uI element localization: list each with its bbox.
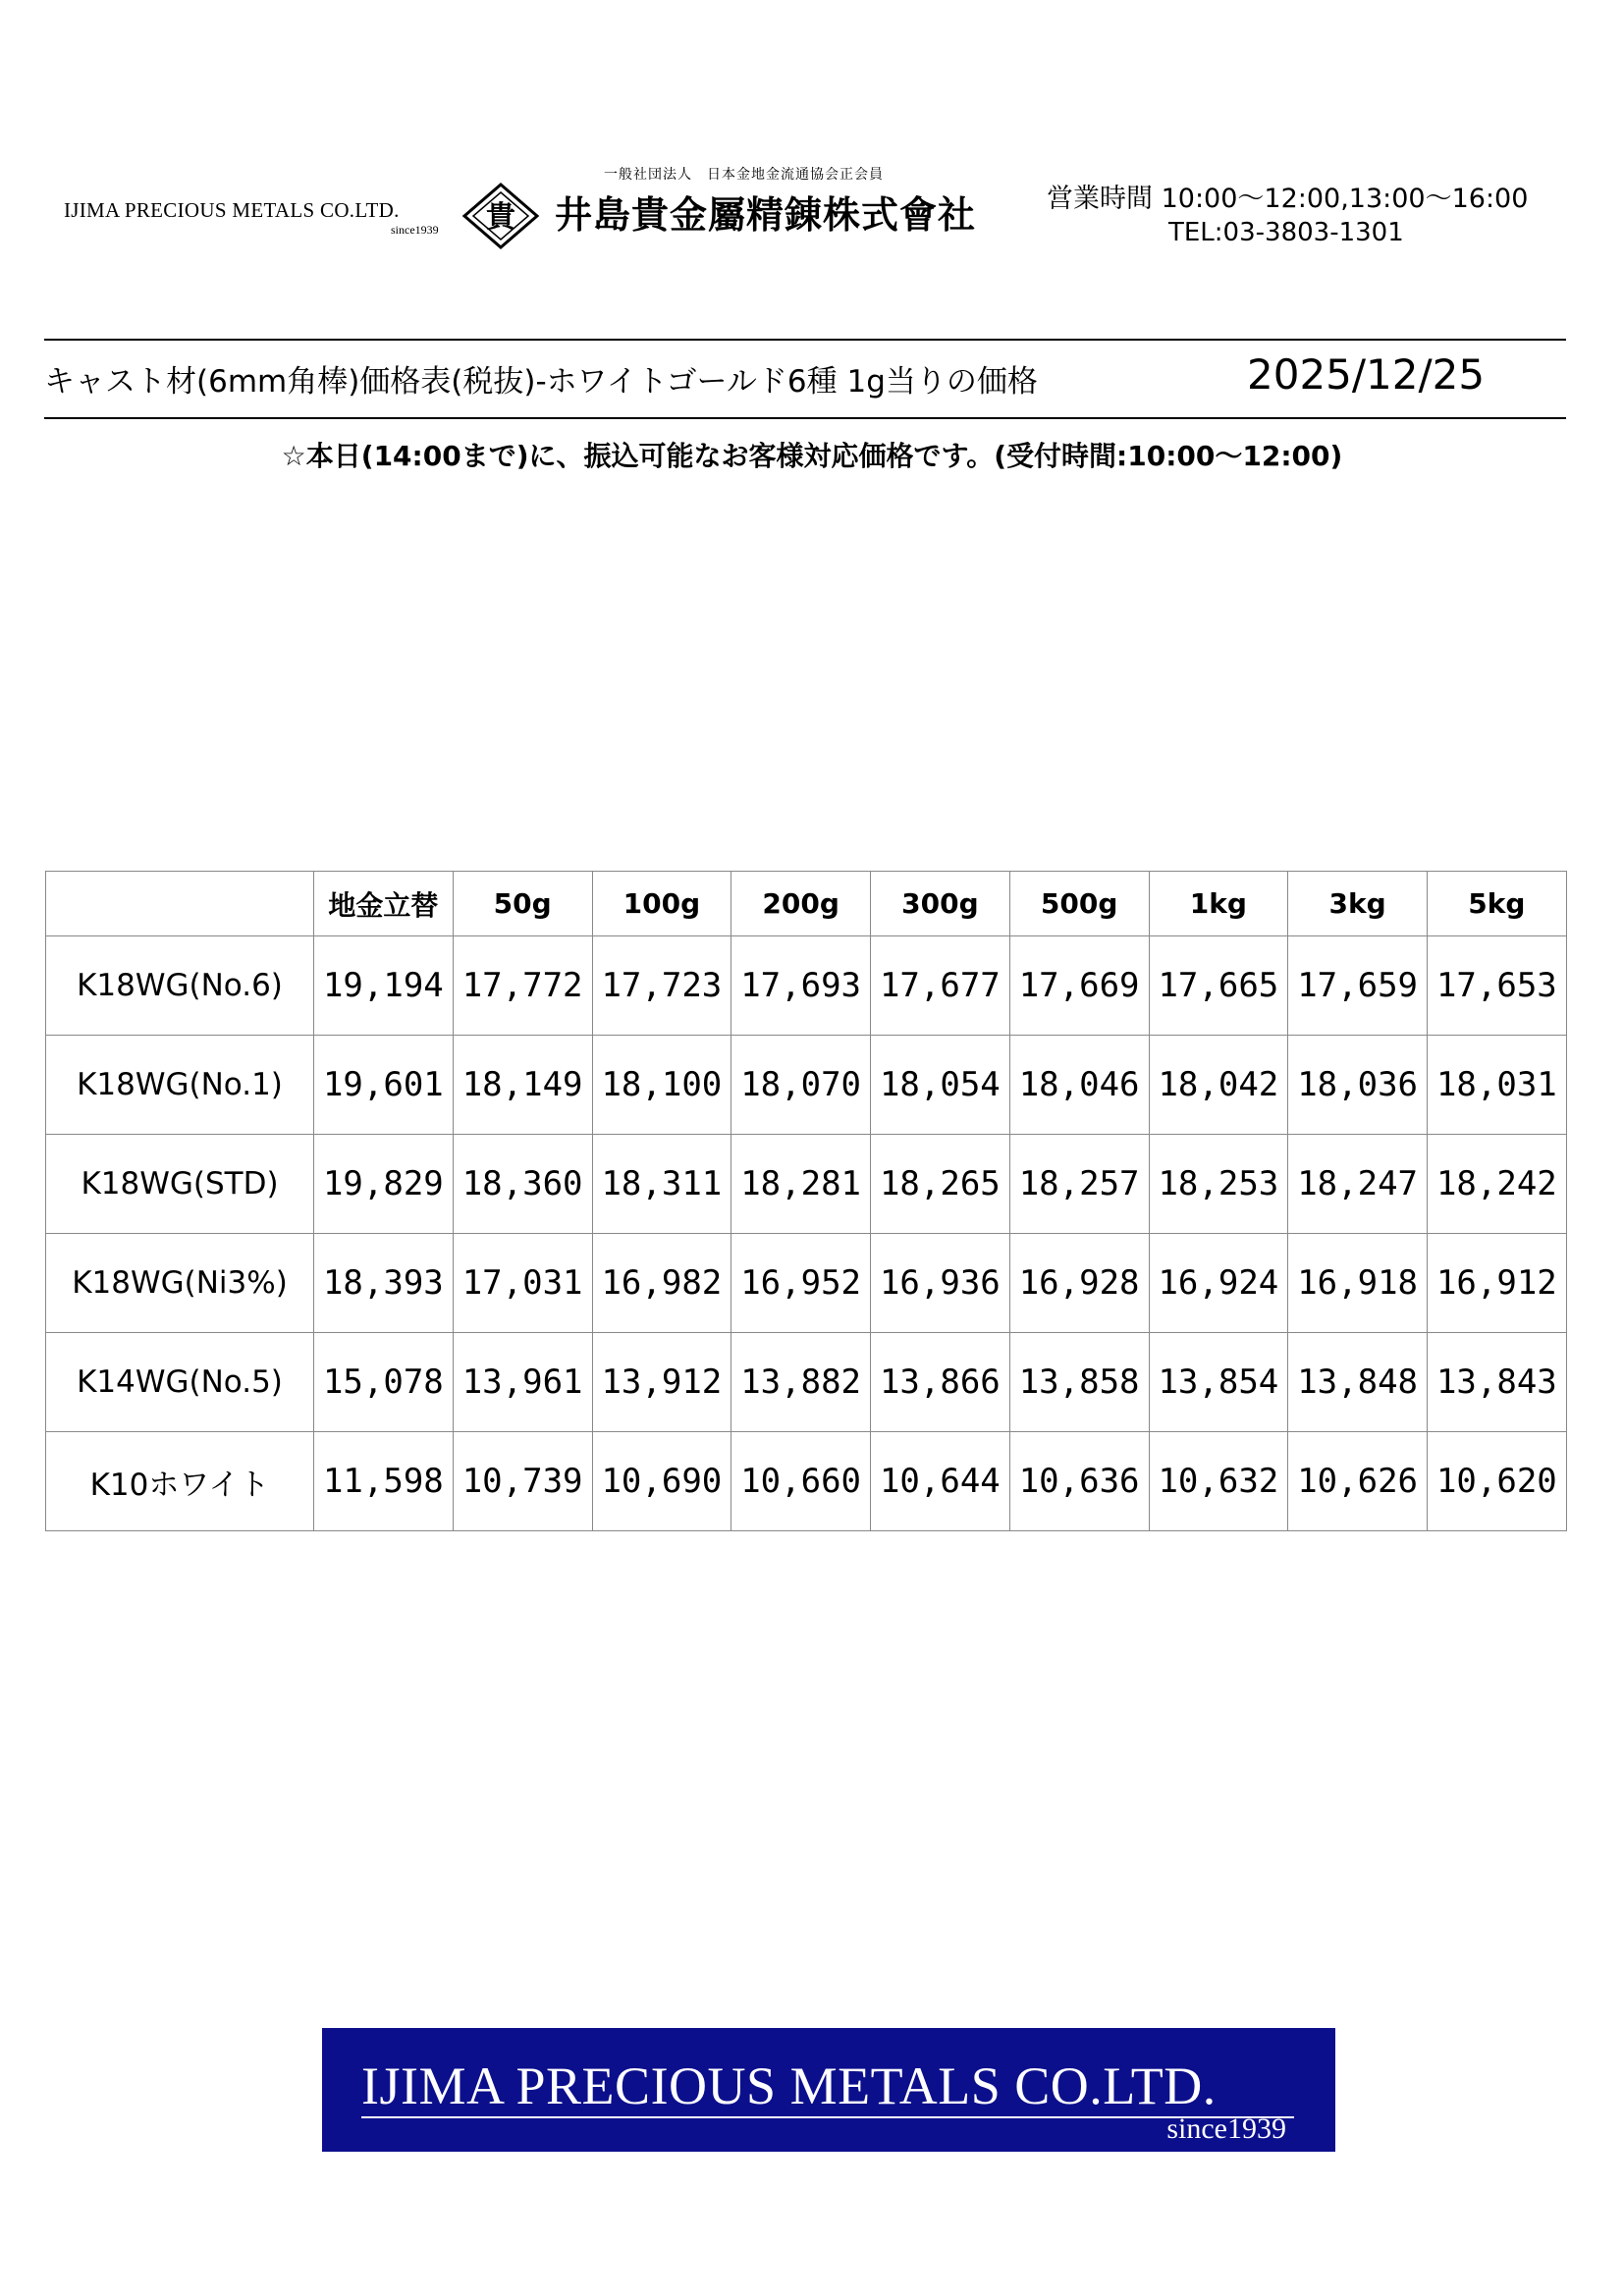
price-cell: 16,928	[1009, 1234, 1149, 1333]
price-cell: 18,265	[871, 1135, 1010, 1234]
price-cell: 17,665	[1149, 936, 1288, 1036]
price-cell: 18,360	[453, 1135, 592, 1234]
phone-number: TEL:03-3803-1301	[1168, 218, 1404, 247]
payment-notice: ☆本日(14:00まで)に、振込可能なお客様対応価格です。(受付時間:10:00〜12:00)	[281, 440, 1343, 472]
price-cell: 13,858	[1009, 1333, 1149, 1432]
price-cell: 16,936	[871, 1234, 1010, 1333]
price-cell: 13,882	[731, 1333, 871, 1432]
column-header: 300g	[871, 872, 1010, 936]
column-header: 1kg	[1149, 872, 1288, 936]
price-cell: 18,247	[1288, 1135, 1428, 1234]
price-cell: 13,854	[1149, 1333, 1288, 1432]
alloy-name: K18WG(No.6)	[46, 936, 314, 1036]
company-banner	[322, 2028, 1335, 2152]
price-cell: 17,659	[1288, 936, 1428, 1036]
column-header: 3kg	[1288, 872, 1428, 936]
price-cell: 18,393	[314, 1234, 454, 1333]
price-cell: 18,242	[1428, 1135, 1567, 1234]
price-cell: 17,723	[592, 936, 731, 1036]
table-row	[46, 1036, 1567, 1135]
price-cell: 18,031	[1428, 1036, 1567, 1135]
price-cell: 10,690	[592, 1432, 731, 1531]
price-cell: 19,829	[314, 1135, 454, 1234]
company-name-jp: 井島貴金屬精錬株式會社	[555, 192, 977, 237]
price-table	[45, 871, 1567, 1531]
price-cell: 10,626	[1288, 1432, 1428, 1531]
banner-company-name: IJIMA PRECIOUS METALS CO.LTD.	[361, 2056, 1217, 2115]
association-label: 一般社団法人 日本金地金流通協会正会員	[604, 167, 884, 183]
logo-glyph: 貴	[486, 200, 515, 235]
column-header: 100g	[592, 872, 731, 936]
price-cell: 16,982	[592, 1234, 731, 1333]
price-cell: 13,848	[1288, 1333, 1428, 1432]
price-cell: 10,660	[731, 1432, 871, 1531]
price-cell: 17,772	[453, 936, 592, 1036]
price-cell: 18,042	[1149, 1036, 1288, 1135]
page-header	[59, 157, 1571, 265]
price-cell: 18,149	[453, 1036, 592, 1135]
table-row	[46, 1135, 1567, 1234]
price-cell: 10,632	[1149, 1432, 1288, 1531]
price-cell: 18,253	[1149, 1135, 1288, 1234]
price-cell: 17,669	[1009, 936, 1149, 1036]
price-cell: 18,070	[731, 1036, 871, 1135]
company-name-en: IJIMA PRECIOUS METALS CO.LTD.	[64, 198, 400, 222]
company-logo-emblem	[461, 182, 540, 250]
column-header: 200g	[731, 872, 871, 936]
alloy-name: K14WG(No.5)	[46, 1333, 314, 1432]
table-row	[46, 1432, 1567, 1531]
alloy-name: K18WG(Ni3%)	[46, 1234, 314, 1333]
price-table-title: キャスト材(6mm角棒)価格表(税抜)-ホワイトゴールド6種 1g当りの価格	[44, 364, 1038, 400]
price-cell: 18,281	[731, 1135, 871, 1234]
price-cell: 18,100	[592, 1036, 731, 1135]
price-cell: 10,636	[1009, 1432, 1149, 1531]
price-cell: 16,952	[731, 1234, 871, 1333]
table-row	[46, 1234, 1567, 1333]
price-cell: 16,924	[1149, 1234, 1288, 1333]
alloy-name: K18WG(No.1)	[46, 1036, 314, 1135]
price-cell: 17,653	[1428, 936, 1567, 1036]
price-cell: 17,031	[453, 1234, 592, 1333]
price-cell: 10,620	[1428, 1432, 1567, 1531]
since-label: since1939	[391, 223, 439, 237]
business-hours: 営業時間 10:00〜12:00,13:00〜16:00	[1047, 184, 1529, 214]
column-header: 地金立替	[314, 872, 454, 936]
price-cell: 19,194	[314, 936, 454, 1036]
price-cell: 18,036	[1288, 1036, 1428, 1135]
table-row	[46, 1333, 1567, 1432]
column-header	[46, 872, 314, 936]
price-cell: 16,918	[1288, 1234, 1428, 1333]
price-date: 2025/12/25	[1247, 350, 1486, 399]
price-cell: 15,078	[314, 1333, 454, 1432]
price-cell: 13,843	[1428, 1333, 1567, 1432]
price-cell: 17,693	[731, 936, 871, 1036]
banner-since: since1939	[1166, 2112, 1286, 2145]
price-cell: 13,961	[453, 1333, 592, 1432]
alloy-name: K10ホワイト	[46, 1432, 314, 1531]
column-header: 5kg	[1428, 872, 1567, 936]
price-cell: 19,601	[314, 1036, 454, 1135]
title-band	[44, 339, 1566, 419]
alloy-name: K18WG(STD)	[46, 1135, 314, 1234]
price-cell: 16,912	[1428, 1234, 1567, 1333]
column-header: 50g	[453, 872, 592, 936]
column-header: 500g	[1009, 872, 1149, 936]
price-cell: 18,311	[592, 1135, 731, 1234]
table-row	[46, 936, 1567, 1036]
price-cell: 11,598	[314, 1432, 454, 1531]
price-cell: 10,644	[871, 1432, 1010, 1531]
price-cell: 10,739	[453, 1432, 592, 1531]
banner-underline	[361, 2116, 1294, 2118]
price-cell: 18,046	[1009, 1036, 1149, 1135]
price-cell: 13,866	[871, 1333, 1010, 1432]
price-cell: 18,257	[1009, 1135, 1149, 1234]
price-cell: 13,912	[592, 1333, 731, 1432]
price-cell: 17,677	[871, 936, 1010, 1036]
table-header-row	[46, 872, 1567, 936]
price-cell: 18,054	[871, 1036, 1010, 1135]
